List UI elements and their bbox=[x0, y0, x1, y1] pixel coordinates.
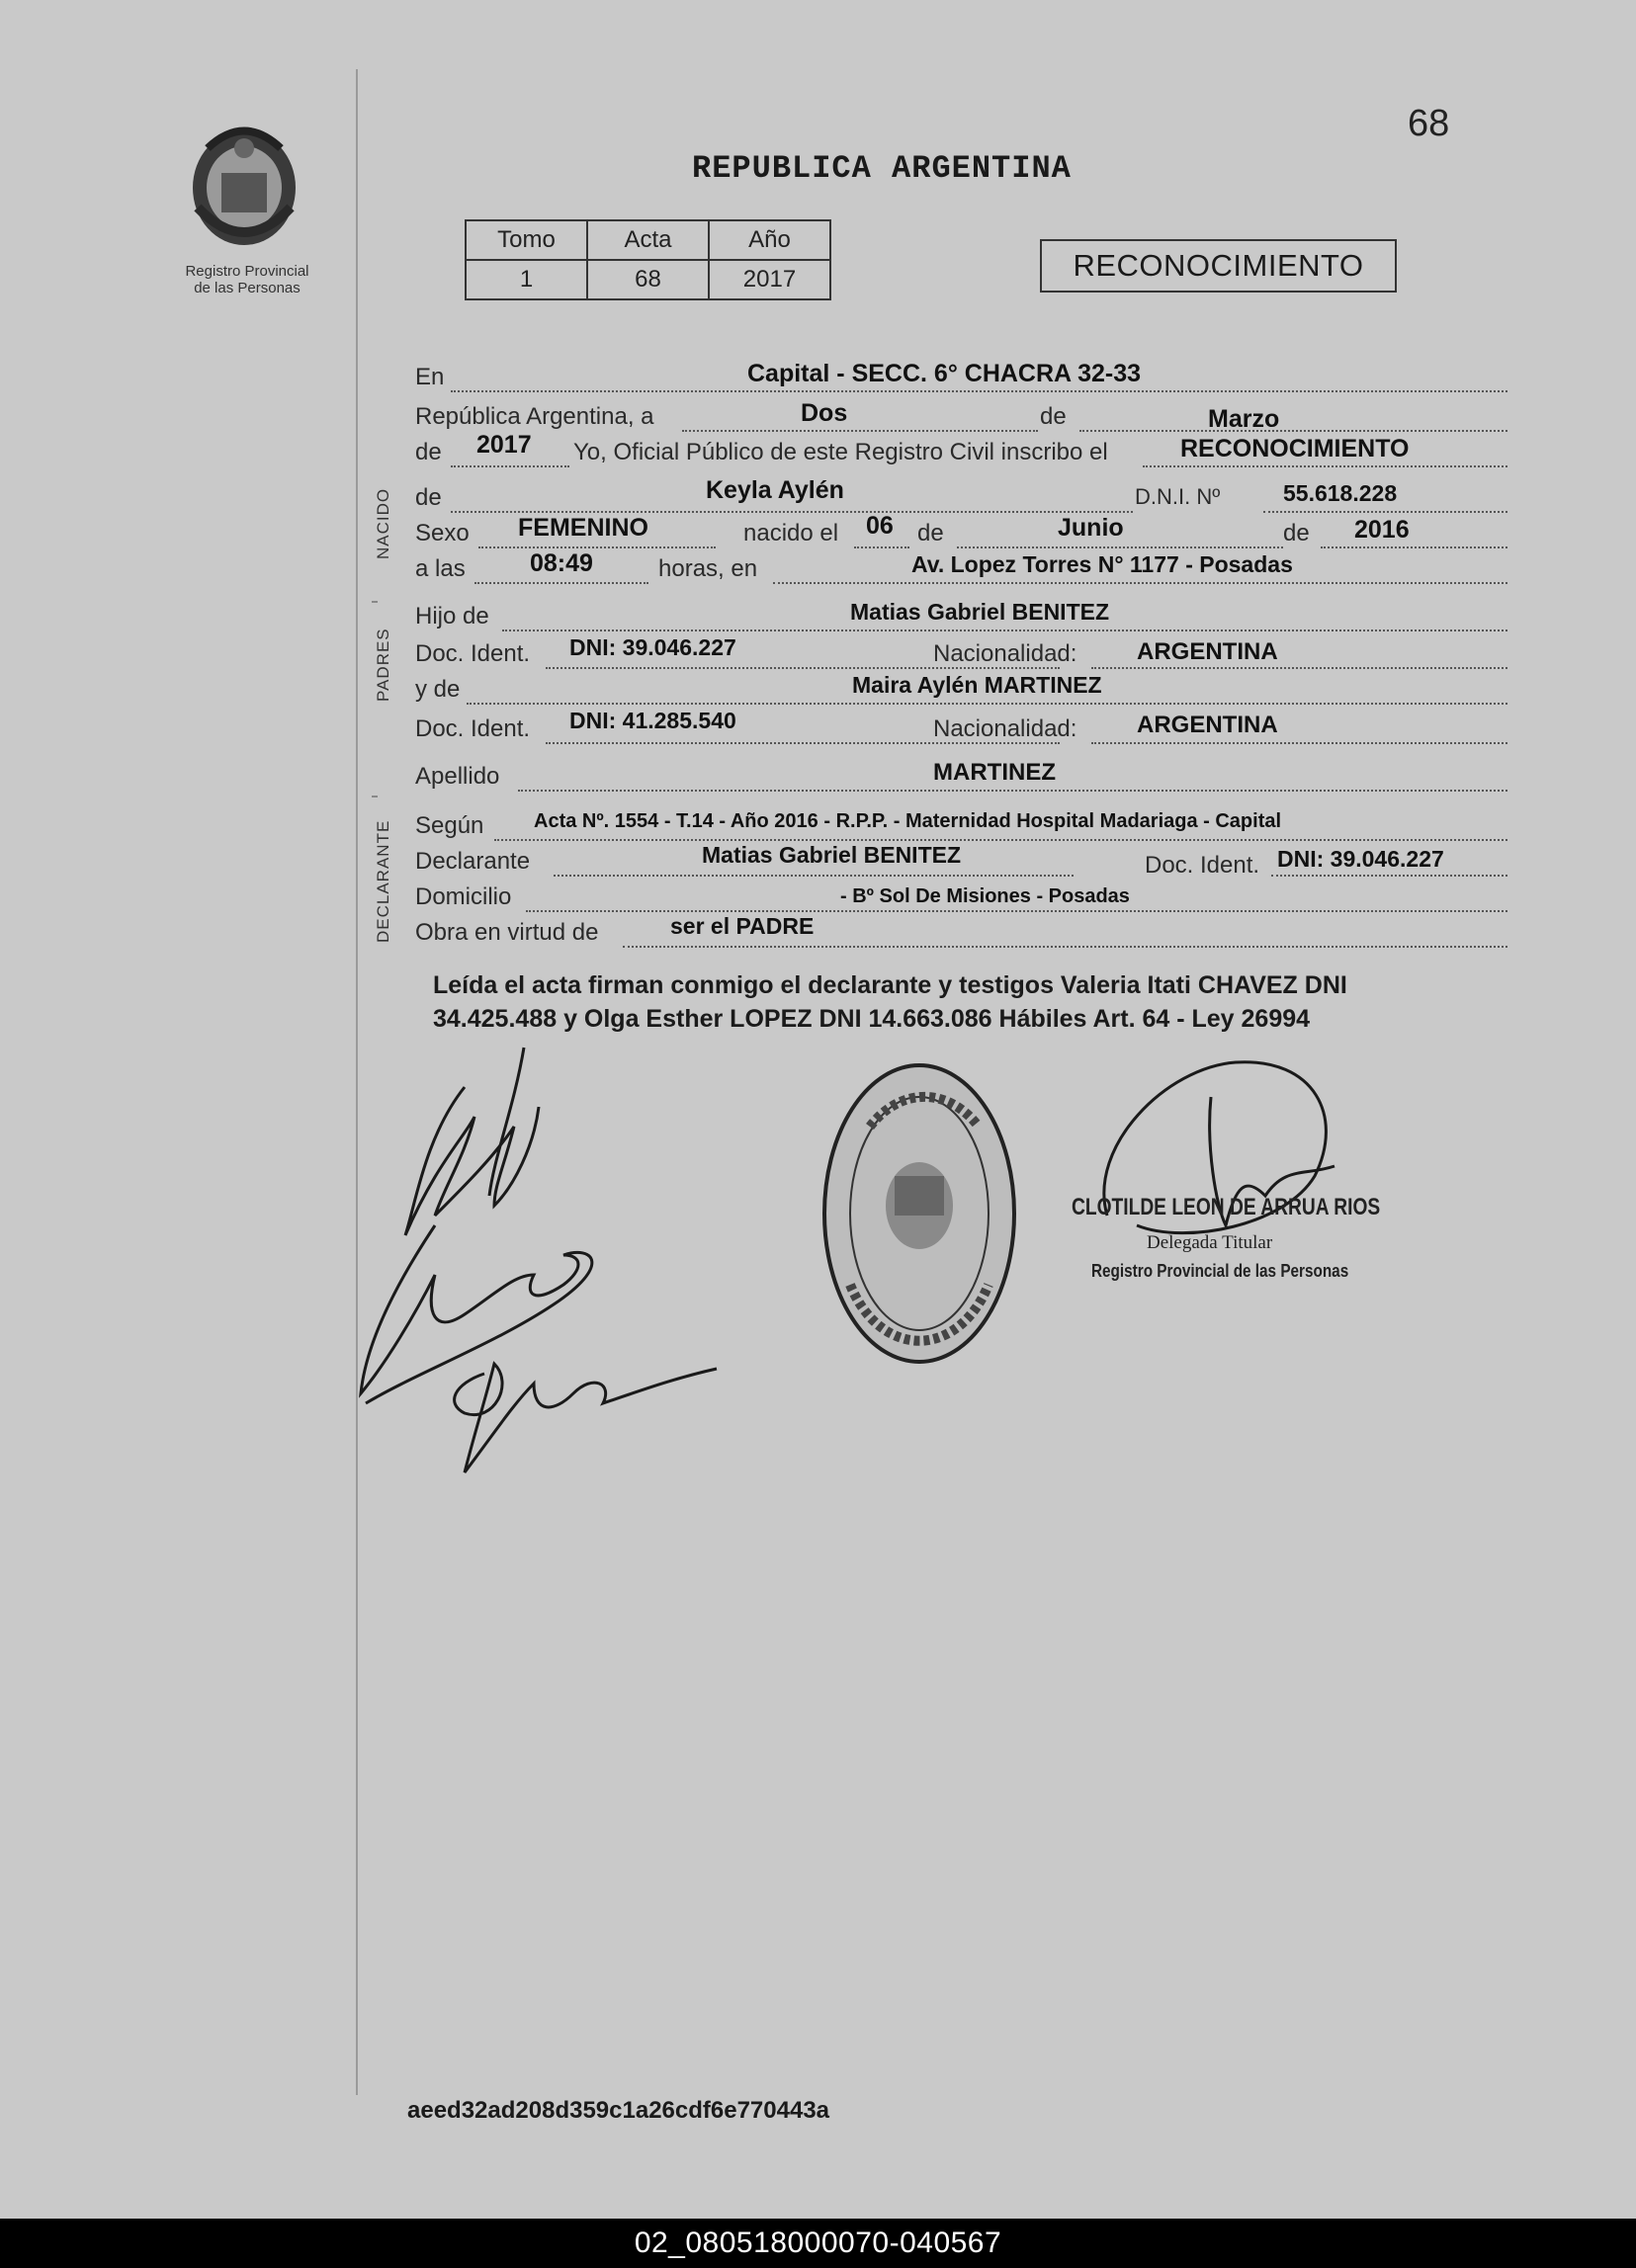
value-domicilio: - Bº Sol De Misiones - Posadas bbox=[840, 885, 1130, 907]
label-de3: de bbox=[415, 484, 442, 511]
label-apellido: Apellido bbox=[415, 763, 500, 790]
value-segun: Acta Nº. 1554 - T.14 - Año 2016 - R.P.P. - Maternidad Hospital Madariaga - Capital bbox=[534, 810, 1282, 832]
value-padre: Matias Gabriel BENITEZ bbox=[850, 599, 1110, 625]
value-mes: Marzo bbox=[1208, 405, 1280, 433]
label-hijo: Hijo de bbox=[415, 603, 489, 630]
label-nacido: nacido el bbox=[743, 520, 839, 546]
registrar-name: CLOTILDE LEON DE ARRUA RIOS bbox=[1072, 1194, 1381, 1220]
value-dia: Dos bbox=[801, 399, 848, 427]
label-de4: de bbox=[917, 520, 944, 546]
value-lugar: Av. Lopez Torres N° 1177 - Posadas bbox=[911, 551, 1293, 577]
label-doc1: Doc. Ident. bbox=[415, 640, 531, 667]
header-acta: Acta bbox=[587, 220, 709, 260]
label-de2: de bbox=[415, 439, 442, 465]
label-en: En bbox=[415, 364, 445, 390]
value-anio: 2017 bbox=[476, 431, 532, 459]
value-doc3: DNI: 39.046.227 bbox=[1277, 846, 1444, 872]
registrar-role: Delegada Titular bbox=[1147, 1232, 1273, 1253]
side-label-padres: PADRES bbox=[374, 628, 392, 702]
label-nac1: Nacionalidad: bbox=[933, 640, 1077, 667]
label-obra: Obra en virtud de bbox=[415, 919, 599, 946]
label-domicilio: Domicilio bbox=[415, 883, 512, 910]
value-nac-mes: Junio bbox=[1058, 514, 1124, 542]
label-alas: a las bbox=[415, 555, 466, 582]
logo-caption-line2: de las Personas bbox=[194, 280, 301, 296]
document-hash: aeed32ad208d359c1a26cdf6e770443a bbox=[407, 2097, 830, 2124]
record-type-badge: RECONOCIMIENTO bbox=[1040, 239, 1397, 293]
label-doc3: Doc. Ident. bbox=[1145, 852, 1260, 879]
label-nac2: Nacionalidad: bbox=[933, 715, 1077, 742]
page-number: 68 bbox=[1408, 103, 1450, 144]
value-dni: 55.618.228 bbox=[1283, 480, 1398, 506]
value-acto: RECONOCIMIENTO bbox=[1180, 435, 1410, 462]
label-oficial: Yo, Oficial Público de este Registro Civil inscribo el bbox=[573, 439, 1108, 465]
signature-declarante bbox=[405, 1048, 539, 1235]
label-doc2: Doc. Ident. bbox=[415, 715, 531, 742]
value-hora: 08:49 bbox=[530, 549, 593, 577]
label-de: de bbox=[1040, 403, 1067, 430]
label-declarante: Declarante bbox=[415, 848, 531, 875]
value-nac2: ARGENTINA bbox=[1137, 712, 1278, 738]
value-nac-anio: 2016 bbox=[1354, 516, 1410, 544]
value-anio: 2017 bbox=[709, 260, 830, 299]
logo-caption-line1: Registro Provincial bbox=[185, 263, 309, 280]
value-obra: ser el PADRE bbox=[670, 913, 815, 939]
label-yde: y de bbox=[415, 676, 461, 703]
value-declarante: Matias Gabriel BENITEZ bbox=[702, 842, 962, 868]
closing-statement: Leída el acta firman conmigo el declarante y testigos Valeria Itati CHAVEZ DNI 34.425.488 y Olga Esther LOPEZ DNI 14.663.086 Hábiles Art. 64 - Ley 26994 bbox=[433, 971, 1347, 1033]
header-anio: Año bbox=[709, 220, 830, 260]
value-doc2: DNI: 41.285.540 bbox=[569, 708, 736, 733]
official-stamp-seal bbox=[824, 1065, 1014, 1362]
label-de5: de bbox=[1283, 520, 1310, 546]
signature-testigo-2 bbox=[455, 1364, 717, 1472]
label-sexo: Sexo bbox=[415, 520, 470, 546]
label-segun: Según bbox=[415, 812, 484, 839]
footer-id: 02_080518000070-040567 bbox=[634, 2226, 1002, 2259]
document-title: REPUBLICA ARGENTINA bbox=[692, 150, 1072, 187]
registrar-office: Registro Provincial de las Personas bbox=[1091, 1261, 1349, 1281]
value-apellido: MARTINEZ bbox=[933, 759, 1056, 786]
value-madre: Maira Aylén MARTINEZ bbox=[852, 672, 1102, 698]
value-nombre: Keyla Aylén bbox=[706, 476, 844, 504]
value-nac-dia: 06 bbox=[866, 512, 894, 540]
label-dni: D.N.I. Nº bbox=[1135, 484, 1221, 509]
label-horas: horas, en bbox=[658, 555, 758, 582]
header-tomo: Tomo bbox=[466, 220, 587, 260]
side-label-declarante: DECLARANTE bbox=[374, 819, 392, 943]
value-doc1: DNI: 39.046.227 bbox=[569, 634, 736, 660]
value-sexo: FEMENINO bbox=[518, 514, 648, 542]
value-en: Capital - SECC. 6° CHACRA 32-33 bbox=[747, 360, 1142, 387]
value-acta: 68 bbox=[587, 260, 709, 299]
side-label-nacido: NACIDO bbox=[374, 487, 392, 559]
label-republica: República Argentina, a bbox=[415, 403, 654, 430]
value-nac1: ARGENTINA bbox=[1137, 638, 1278, 665]
value-tomo: 1 bbox=[466, 260, 587, 299]
